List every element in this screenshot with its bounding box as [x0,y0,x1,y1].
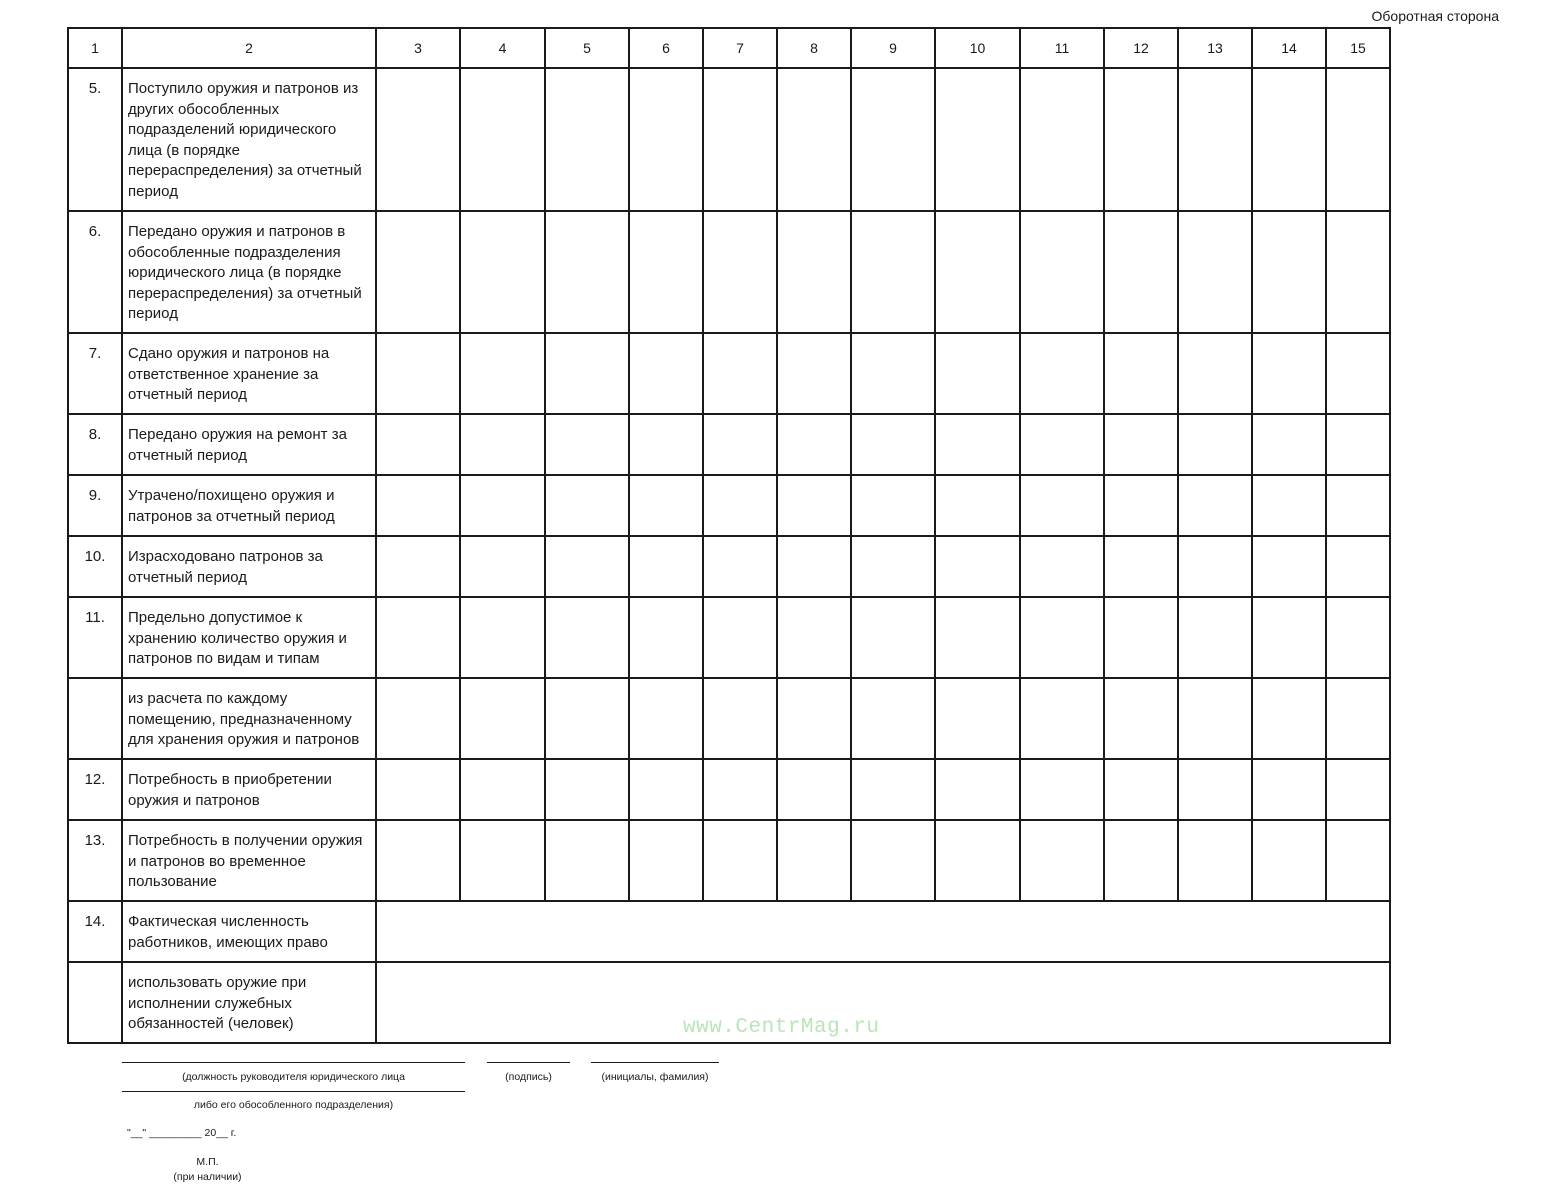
entry-cell[interactable] [376,678,460,759]
entry-cell[interactable] [460,536,545,597]
entry-cell[interactable] [1326,536,1390,597]
entry-cell[interactable] [851,759,935,820]
entry-cell[interactable] [1104,333,1178,414]
entry-cell[interactable] [703,211,777,333]
report-table [67,27,1391,1044]
row-number: 10. [68,536,122,597]
entry-cell[interactable] [1178,68,1252,211]
entry-cell[interactable] [1178,211,1252,333]
entry-cell[interactable] [376,536,460,597]
page-side-label: Оборотная сторона [1371,8,1499,24]
column-header-14: 14 [1252,28,1326,68]
column-header-9: 9 [851,28,935,68]
entry-cell[interactable] [777,597,851,678]
entry-cell[interactable] [851,211,935,333]
entry-cell[interactable] [1104,820,1178,901]
entry-cell[interactable] [1252,597,1326,678]
date-field: "__" _________ 20__ г. [127,1127,237,1139]
entry-cell[interactable] [777,333,851,414]
entry-cell[interactable] [777,414,851,475]
row-number [68,962,122,1043]
entry-cell[interactable] [777,68,851,211]
entry-cell[interactable] [1178,536,1252,597]
entry-cell[interactable] [1178,597,1252,678]
table-row [68,211,1390,333]
entry-cell[interactable] [545,536,629,597]
entry-cell[interactable] [1252,536,1326,597]
row-number: 13. [68,820,122,901]
entry-cell[interactable] [1020,820,1104,901]
merged-entry-cell[interactable] [376,962,1390,1043]
entry-cell[interactable] [629,68,703,211]
column-header-8: 8 [777,28,851,68]
entry-cell[interactable] [545,475,629,536]
entry-cell[interactable] [851,475,935,536]
table-row [68,597,1390,678]
row-description: Потребность в получении оружия и патронов во временное пользование [122,820,376,901]
entry-cell[interactable] [1178,678,1252,759]
entry-cell[interactable] [545,414,629,475]
entry-cell[interactable] [1326,475,1390,536]
entry-cell[interactable] [629,597,703,678]
entry-cell[interactable] [460,597,545,678]
table-row [68,68,1390,211]
entry-cell[interactable] [629,414,703,475]
stamp-placeholder [160,1155,255,1185]
entry-cell[interactable] [1020,414,1104,475]
entry-cell[interactable] [851,597,935,678]
watermark: www.CentrMag.ru [683,1016,880,1039]
column-header-10: 10 [935,28,1020,68]
column-header-4: 4 [460,28,545,68]
entry-cell[interactable] [935,678,1020,759]
column-header-3: 3 [376,28,460,68]
entry-cell[interactable] [777,759,851,820]
table-row [68,759,1390,820]
merged-entry-cell[interactable] [376,901,1390,962]
entry-cell[interactable] [629,475,703,536]
entry-cell[interactable] [935,536,1020,597]
entry-cell[interactable] [1020,759,1104,820]
entry-cell[interactable] [935,759,1020,820]
entry-cell[interactable] [1104,536,1178,597]
entry-cell[interactable] [1020,536,1104,597]
entry-cell[interactable] [376,211,460,333]
entry-cell[interactable] [545,211,629,333]
column-header-15: 15 [1326,28,1390,68]
entry-cell[interactable] [777,820,851,901]
entry-cell[interactable] [629,536,703,597]
column-header-6: 6 [629,28,703,68]
column-header-5: 5 [545,28,629,68]
row-description: Израсходовано патронов за отчетный период [122,536,376,597]
entry-cell[interactable] [703,68,777,211]
entry-cell[interactable] [935,597,1020,678]
entry-cell[interactable] [545,820,629,901]
entry-cell[interactable] [1104,759,1178,820]
table-row [68,536,1390,597]
entry-cell[interactable] [851,414,935,475]
entry-cell[interactable] [703,475,777,536]
entry-cell[interactable] [703,414,777,475]
entry-cell[interactable] [777,678,851,759]
entry-cell[interactable] [376,68,460,211]
row-description: из расчета по каждому помещению, предназначенному для хранения оружия и патронов [122,678,376,759]
position-caption: (должность руководителя юридического лица [182,1071,405,1083]
signature-caption: (подпись) [505,1071,552,1083]
entry-cell[interactable] [460,678,545,759]
row-description: Передано оружия и патронов в обособленные подразделения юридического лица (в порядке перераспределения) за отчетный период [122,211,376,333]
entry-cell[interactable] [935,820,1020,901]
entry-cell[interactable] [376,333,460,414]
column-header-13: 13 [1178,28,1252,68]
entry-cell[interactable] [935,475,1020,536]
entry-cell[interactable] [1104,597,1178,678]
row-number: 7. [68,333,122,414]
stamp-label: М.П. [196,1156,219,1168]
position-caption-2: либо его обособленного подразделения) [193,1099,394,1111]
table-row [68,333,1390,414]
entry-cell[interactable] [460,211,545,333]
entry-cell[interactable] [777,475,851,536]
entry-cell[interactable] [1326,68,1390,211]
entry-cell[interactable] [703,536,777,597]
entry-cell[interactable] [460,68,545,211]
entry-cell[interactable] [935,211,1020,333]
row-number: 8. [68,414,122,475]
entry-cell[interactable] [851,68,935,211]
entry-cell[interactable] [629,678,703,759]
entry-cell[interactable] [703,759,777,820]
row-description: Передано оружия на ремонт за отчетный период [122,414,376,475]
entry-cell[interactable] [1252,414,1326,475]
row-description: Потребность в приобретении оружия и патронов [122,759,376,820]
entry-cell[interactable] [376,820,460,901]
entry-cell[interactable] [1020,475,1104,536]
entry-cell[interactable] [1326,333,1390,414]
row-description: Поступило оружия и патронов из других обособленных подразделений юридического лица (в порядке перераспределения) за отчетный период [122,68,376,211]
entry-cell[interactable] [1178,475,1252,536]
entry-cell[interactable] [1104,678,1178,759]
row-description: Фактическая численность работников, имеющих право [122,901,376,962]
entry-cell[interactable] [545,759,629,820]
entry-cell[interactable] [376,759,460,820]
signature-line [487,1062,570,1063]
entry-cell[interactable] [851,820,935,901]
row-description: использовать оружие при исполнении служебных обязанностей (человек) [122,962,376,1043]
entry-cell[interactable] [545,597,629,678]
entry-cell[interactable] [629,333,703,414]
row-number [68,678,122,759]
entry-cell[interactable] [460,333,545,414]
entry-cell[interactable] [460,414,545,475]
column-header-1: 1 [68,28,122,68]
entry-cell[interactable] [1178,759,1252,820]
position-signature-line-2 [122,1091,465,1092]
entry-cell[interactable] [703,597,777,678]
row-number: 6. [68,211,122,333]
entry-cell[interactable] [376,475,460,536]
row-description: Сдано оружия и патронов на ответственное хранение за отчетный период [122,333,376,414]
row-number: 9. [68,475,122,536]
table-row [68,475,1390,536]
table-row [68,678,1390,759]
position-signature-line [122,1062,465,1063]
entry-cell[interactable] [376,597,460,678]
entry-cell[interactable] [703,333,777,414]
row-number: 11. [68,597,122,678]
row-description: Утрачено/похищено оружия и патронов за отчетный период [122,475,376,536]
entry-cell[interactable] [1252,820,1326,901]
entry-cell[interactable] [1178,414,1252,475]
entry-cell[interactable] [703,678,777,759]
entry-cell[interactable] [1252,678,1326,759]
entry-cell[interactable] [1252,211,1326,333]
entry-cell[interactable] [545,68,629,211]
column-header-11: 11 [1020,28,1104,68]
entry-cell[interactable] [1252,68,1326,211]
entry-cell[interactable] [1252,475,1326,536]
table-row [68,901,1390,962]
entry-cell[interactable] [1104,414,1178,475]
row-number: 12. [68,759,122,820]
entry-cell[interactable] [1326,414,1390,475]
entry-cell[interactable] [851,678,935,759]
entry-cell[interactable] [460,475,545,536]
entry-cell[interactable] [703,820,777,901]
column-header-2: 2 [122,28,376,68]
entry-cell[interactable] [777,536,851,597]
entry-cell[interactable] [460,759,545,820]
entry-cell[interactable] [1326,759,1390,820]
entry-cell[interactable] [1252,759,1326,820]
entry-cell[interactable] [545,333,629,414]
entry-cell[interactable] [545,678,629,759]
entry-cell[interactable] [1020,597,1104,678]
entry-cell[interactable] [851,333,935,414]
entry-cell[interactable] [1020,211,1104,333]
table-row [68,820,1390,901]
entry-cell[interactable] [1326,597,1390,678]
entry-cell[interactable] [376,414,460,475]
entry-cell[interactable] [1104,68,1178,211]
column-header-7: 7 [703,28,777,68]
entry-cell[interactable] [629,759,703,820]
entry-cell[interactable] [851,536,935,597]
entry-cell[interactable] [935,414,1020,475]
entry-cell[interactable] [1326,211,1390,333]
stamp-note: (при наличии) [173,1171,242,1183]
entry-cell[interactable] [777,211,851,333]
row-description: Предельно допустимое к хранению количество оружия и патронов по видам и типам [122,597,376,678]
entry-cell[interactable] [629,211,703,333]
entry-cell[interactable] [460,820,545,901]
entry-cell[interactable] [1326,820,1390,901]
entry-cell[interactable] [1020,678,1104,759]
name-signature-line [591,1062,719,1063]
entry-cell[interactable] [1104,211,1178,333]
entry-cell[interactable] [629,820,703,901]
entry-cell[interactable] [1326,678,1390,759]
column-header-12: 12 [1104,28,1178,68]
entry-cell[interactable] [1252,333,1326,414]
entry-cell[interactable] [1178,333,1252,414]
row-number: 14. [68,901,122,962]
entry-cell[interactable] [1020,333,1104,414]
table-header-row [68,28,1390,68]
entry-cell[interactable] [1104,475,1178,536]
entry-cell[interactable] [1020,68,1104,211]
name-caption: (инициалы, фамилия) [601,1071,709,1083]
entry-cell[interactable] [935,68,1020,211]
entry-cell[interactable] [1178,820,1252,901]
table-row [68,414,1390,475]
entry-cell[interactable] [935,333,1020,414]
row-number: 5. [68,68,122,211]
